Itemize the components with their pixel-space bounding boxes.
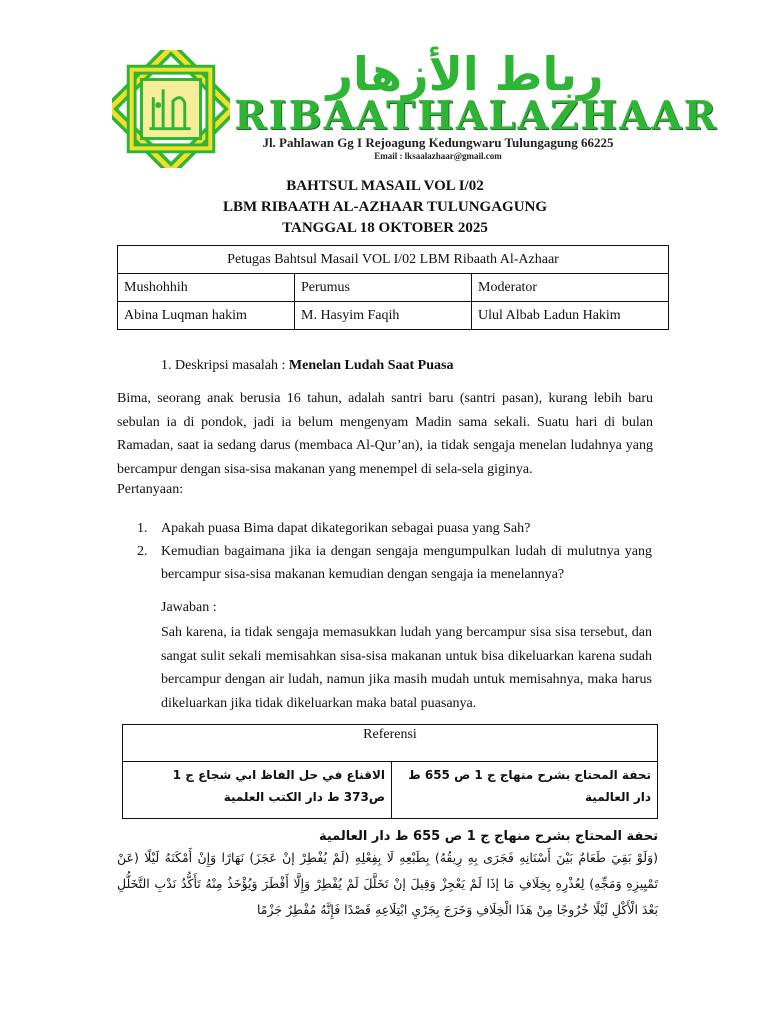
references-table: [122, 724, 658, 819]
answer-label: Jawaban :: [161, 600, 217, 615]
institution-name: RIBAATHALAZHAAR: [234, 93, 719, 139]
reference-iqna: الاقناع في حل الفاظ ابي شجاع ج 1 ص373 ط دار الكتب العلمية: [123, 762, 392, 819]
quote-arabic-text: (وَلَوْ بَقِيَ طَعَامٌ بَيْنَ أَسْنَانِهِ فَجَرَى بِهِ رِيقُهُ) بِطَبْعِهِ لَا بِفِعْلِهِ (لَمْ يُفْطِرْ إنْ عَجَزَ) نَهَارًا وَإِنْ أَمْكَنَهُ لَيْلًا (عَنْ تَمْيِيزِهِ وَمَجِّهِ) لِعُذْرِهِ بِخِلَافِ مَا إذَا لَمْ يَعْجِزْ وَقِيلَ إنْ تَخَلَّلَ لَمْ يُفْطِرْ وَإِلَّا أَفْطَرَ وَيُؤْخَذُ مِنْهُ تَأَكُّدُ نَدْبِ التَّخَلُّلِ بَعْدَ الْأَكْلِ لَيْلًا خُرُوجًا مِنْ هَذَا الْخِلَافِ وَخَرَجَ بِجَرْيِ ابْتِلَاعِهِ قَصْدًا فَإِنَّهُ مُفْطِرٌ جَزْمًا: [117, 850, 658, 917]
quote-source-title: تحفة المحتاج بشرح منهاج ج 1 ص 655 ط دار العالمية: [318, 829, 658, 844]
name-mushohhih: Abina Luqman hakim: [118, 302, 295, 330]
title-line-2: LBM RIBAATH AL-AZHAAR TULUNGAGUNG: [222, 199, 548, 215]
header-mushohhih: Mushohhih: [118, 274, 295, 302]
references-header: Referensi: [123, 725, 658, 762]
question-text: Kemudian bagaimana jika ia dengan sengaja mengumpulkan ludah di mulutnya yang bercampur sisa-sisa makanan kemudian dengan sengaja ia menelannya?: [161, 544, 652, 582]
title-line-1: BAHTSUL MASAIL VOL I/02: [286, 178, 484, 194]
institution-address: Jl. Pahlawan Gg I Rejoagung Kedungwaru Tulungagung 66225: [262, 135, 614, 150]
questions-label: Pertanyaan:: [117, 482, 184, 497]
answer-text: Sah karena, ia tidak sengaja memasukkan ludah yang bercampur sisa sisa tersebut, dan sangat sulit sekali memisahkan sisa-sisa makanan untuk bisa dikeluarkan karena sudah bercampur dengan air ludah, namun jika masih mudah untuk memisahnya, maka harus dikeluarkan jika tidak dikeluarkan maka batal puasanya.: [161, 625, 652, 711]
header-moderator: Moderator: [472, 274, 669, 302]
question-number: 1.: [137, 521, 148, 536]
question-number: 2.: [137, 544, 148, 559]
question-item: [137, 540, 652, 586]
description-topic: Menelan Ludah Saat Puasa: [288, 358, 454, 373]
problem-paragraph: Bima, seorang anak berusia 16 tahun, adalah santri baru (santri pasan), kurang lebih baru sebulan ia di pondok, jadi ia belum mengenyam Madin sama sekali. Suatu hari di bulan Ramadan, saat ia sedang darus (membaca Al-Qur’an), ia tidak sengaja menelan ludahnya yang bercampur dengan sisa-sisa makanan yang menempel di sela-sela giginya.: [117, 391, 653, 477]
arabic-institution-name: رباط الأزهار: [326, 47, 604, 101]
question-text: Apakah puasa Bima dapat dikategorikan sebagai puasa yang Sah?: [161, 521, 531, 536]
questions-list: [137, 517, 652, 586]
problem-description-heading: [161, 358, 453, 374]
header-perumus: Perumus: [295, 274, 472, 302]
ribaath-logo: [112, 50, 230, 168]
description-label: 1. Deskripsi masalah :: [161, 358, 289, 373]
name-perumus: M. Hasyim Faqih: [295, 302, 472, 330]
institution-email: Email : lksaalazhaar@gmail.com: [374, 151, 502, 161]
title-line-3: TANGGAL 18 OKTOBER 2025: [282, 220, 488, 236]
name-moderator: Ulul Albab Ladun Hakim: [472, 302, 669, 330]
petugas-caption: Petugas Bahtsul Masail VOL I/02 LBM Ribaath Al-Azhaar: [118, 246, 669, 274]
question-item: [137, 517, 652, 540]
document-title: [100, 176, 670, 239]
petugas-table: [117, 245, 669, 330]
reference-tuhfah: تحفة المحتاج بشرح منهاج ج 1 ص 655 ط دار العالمية: [392, 762, 658, 819]
